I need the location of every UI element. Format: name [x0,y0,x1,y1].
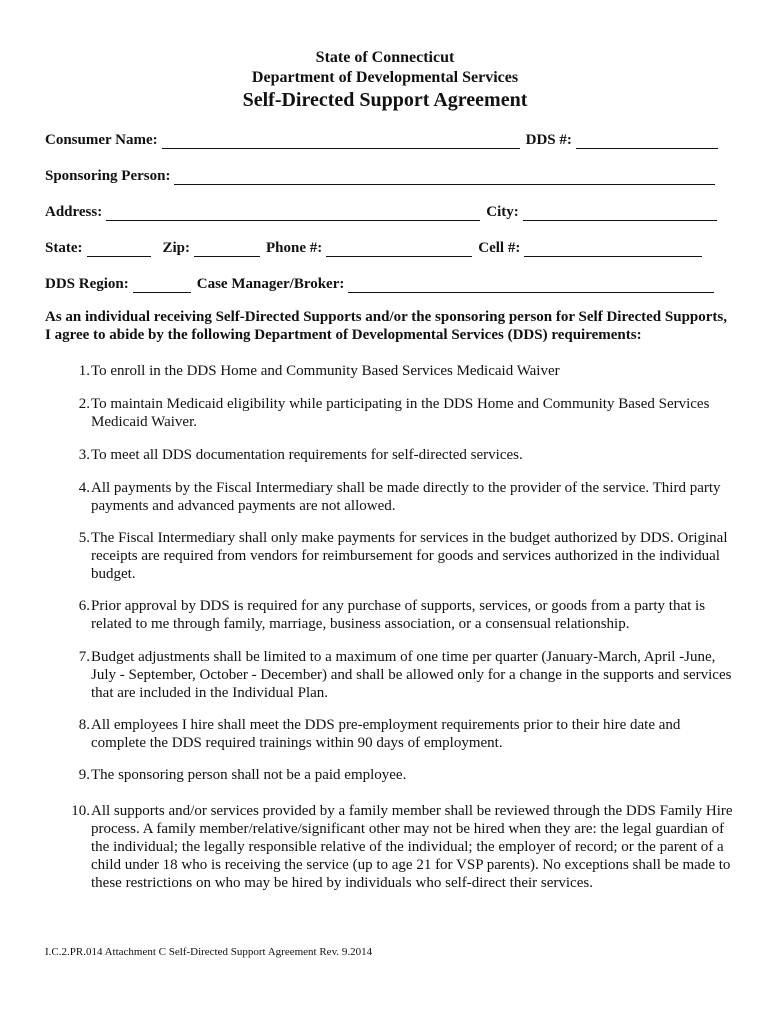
address-label: Address: [45,204,103,220]
requirement-text: Budget adjustments shall be limited to a maximum of one time per quarter (January-March, April -June, July - September, October - December) and shall be allowed only for a change in the supports and services that are included in the Individual Plan. [91,649,732,701]
requirement-item [45,802,735,892]
zip-label: Zip: [162,240,191,256]
requirement-number: 10. [71,803,90,819]
requirement-item [45,395,735,431]
header-state: State of Connecticut [315,49,455,66]
sponsoring-person-label: Sponsoring Person: [45,168,171,184]
dds-region-label: DDS Region: [45,276,129,292]
cell-field[interactable] [524,242,702,257]
zip-field[interactable] [194,242,260,257]
intro-statement: As an individual receiving Self-Directed Supports and/or the sponsoring person for Self Directed Supports, I agree to abide by the following Department of Developmental Services (DDS) requirements: [45,309,728,343]
sponsoring-person-field[interactable] [174,170,715,185]
requirement-text: Prior approval by DDS is required for any purchase of supports, services, or goods from a party that is related to me through family, marriage, business association, or a consensual relationship. [91,598,706,632]
dds-number-field[interactable] [576,134,718,149]
phone-label: Phone #: [266,240,323,256]
consumer-name-label: Consumer Name: [45,132,158,148]
requirement-number: 3. [78,447,90,463]
requirement-number: 4. [78,480,90,496]
requirement-item [45,362,735,380]
requirement-number: 7. [78,649,90,665]
address-field[interactable] [106,206,480,221]
consumer-name-field[interactable] [162,134,520,149]
requirement-number: 6. [78,598,90,614]
city-label: City: [486,204,519,220]
requirement-number: 9. [78,767,90,783]
page-title: Self-Directed Support Agreement [242,89,528,111]
dds-number-label: DDS #: [525,132,572,148]
requirement-item [45,446,735,464]
requirement-item [45,597,735,633]
case-manager-field[interactable] [348,278,714,293]
phone-field[interactable] [326,242,472,257]
requirement-item [45,648,735,702]
requirement-text: The sponsoring person shall not be a paid employee. [91,767,407,783]
row-consumer [45,129,723,149]
requirement-text: All supports and/or services provided by a family member shall be reviewed through the DDS Family Hire process. A family member/relative/significant other may not be hired when they are: the legal guardian of the individual; the legally responsible relative of the individual; the employer of record; or the parent of a child under 18 who is receiving the service (up to age 21 for VSP parents). No exceptions shall be made to these restrictions on who may be hired by individuals who self-direct their services. [91,803,733,891]
row-address [45,201,723,221]
row-region [45,273,723,293]
row-state [45,237,723,257]
document-footer: I.C.2.PR.014 Attachment C Self-Directed Support Agreement Rev. 9.2014 [45,946,373,958]
requirement-text: All employees I hire shall meet the DDS pre-employment requirements prior to their hire date and complete the DDS required trainings within 90 days of employment. [91,717,681,751]
requirement-text: All payments by the Fiscal Intermediary shall be made directly to the provider of the service. Third party payments and advanced payments are not allowed. [91,480,721,514]
requirement-item [45,766,735,784]
case-manager-label: Case Manager/Broker: [196,276,345,292]
requirement-text: To enroll in the DDS Home and Community Based Services Medicaid Waiver [91,363,560,379]
requirement-number: 5. [78,530,90,546]
requirement-number: 8. [78,717,90,733]
requirement-text: To meet all DDS documentation requirements for self-directed services. [91,447,523,463]
cell-label: Cell #: [478,240,521,256]
requirement-item [45,479,735,515]
requirement-text: To maintain Medicaid eligibility while participating in the DDS Home and Community Based Services Medicaid Waiver. [91,396,710,430]
requirement-text: The Fiscal Intermediary shall only make payments for services in the budget authorized by DDS. Original receipts are required from vendors for reimbursement for goods and services authorized in the individual budget. [91,530,728,582]
requirement-number: 1. [78,363,90,379]
requirement-item [45,529,735,583]
header-department: Department of Developmental Services [251,69,519,86]
state-label: State: [45,240,83,256]
row-sponsor [45,165,723,185]
requirement-item [45,716,735,752]
requirement-number: 2. [78,396,90,412]
city-field[interactable] [523,206,717,221]
state-field[interactable] [87,242,151,257]
dds-region-field[interactable] [133,278,191,293]
